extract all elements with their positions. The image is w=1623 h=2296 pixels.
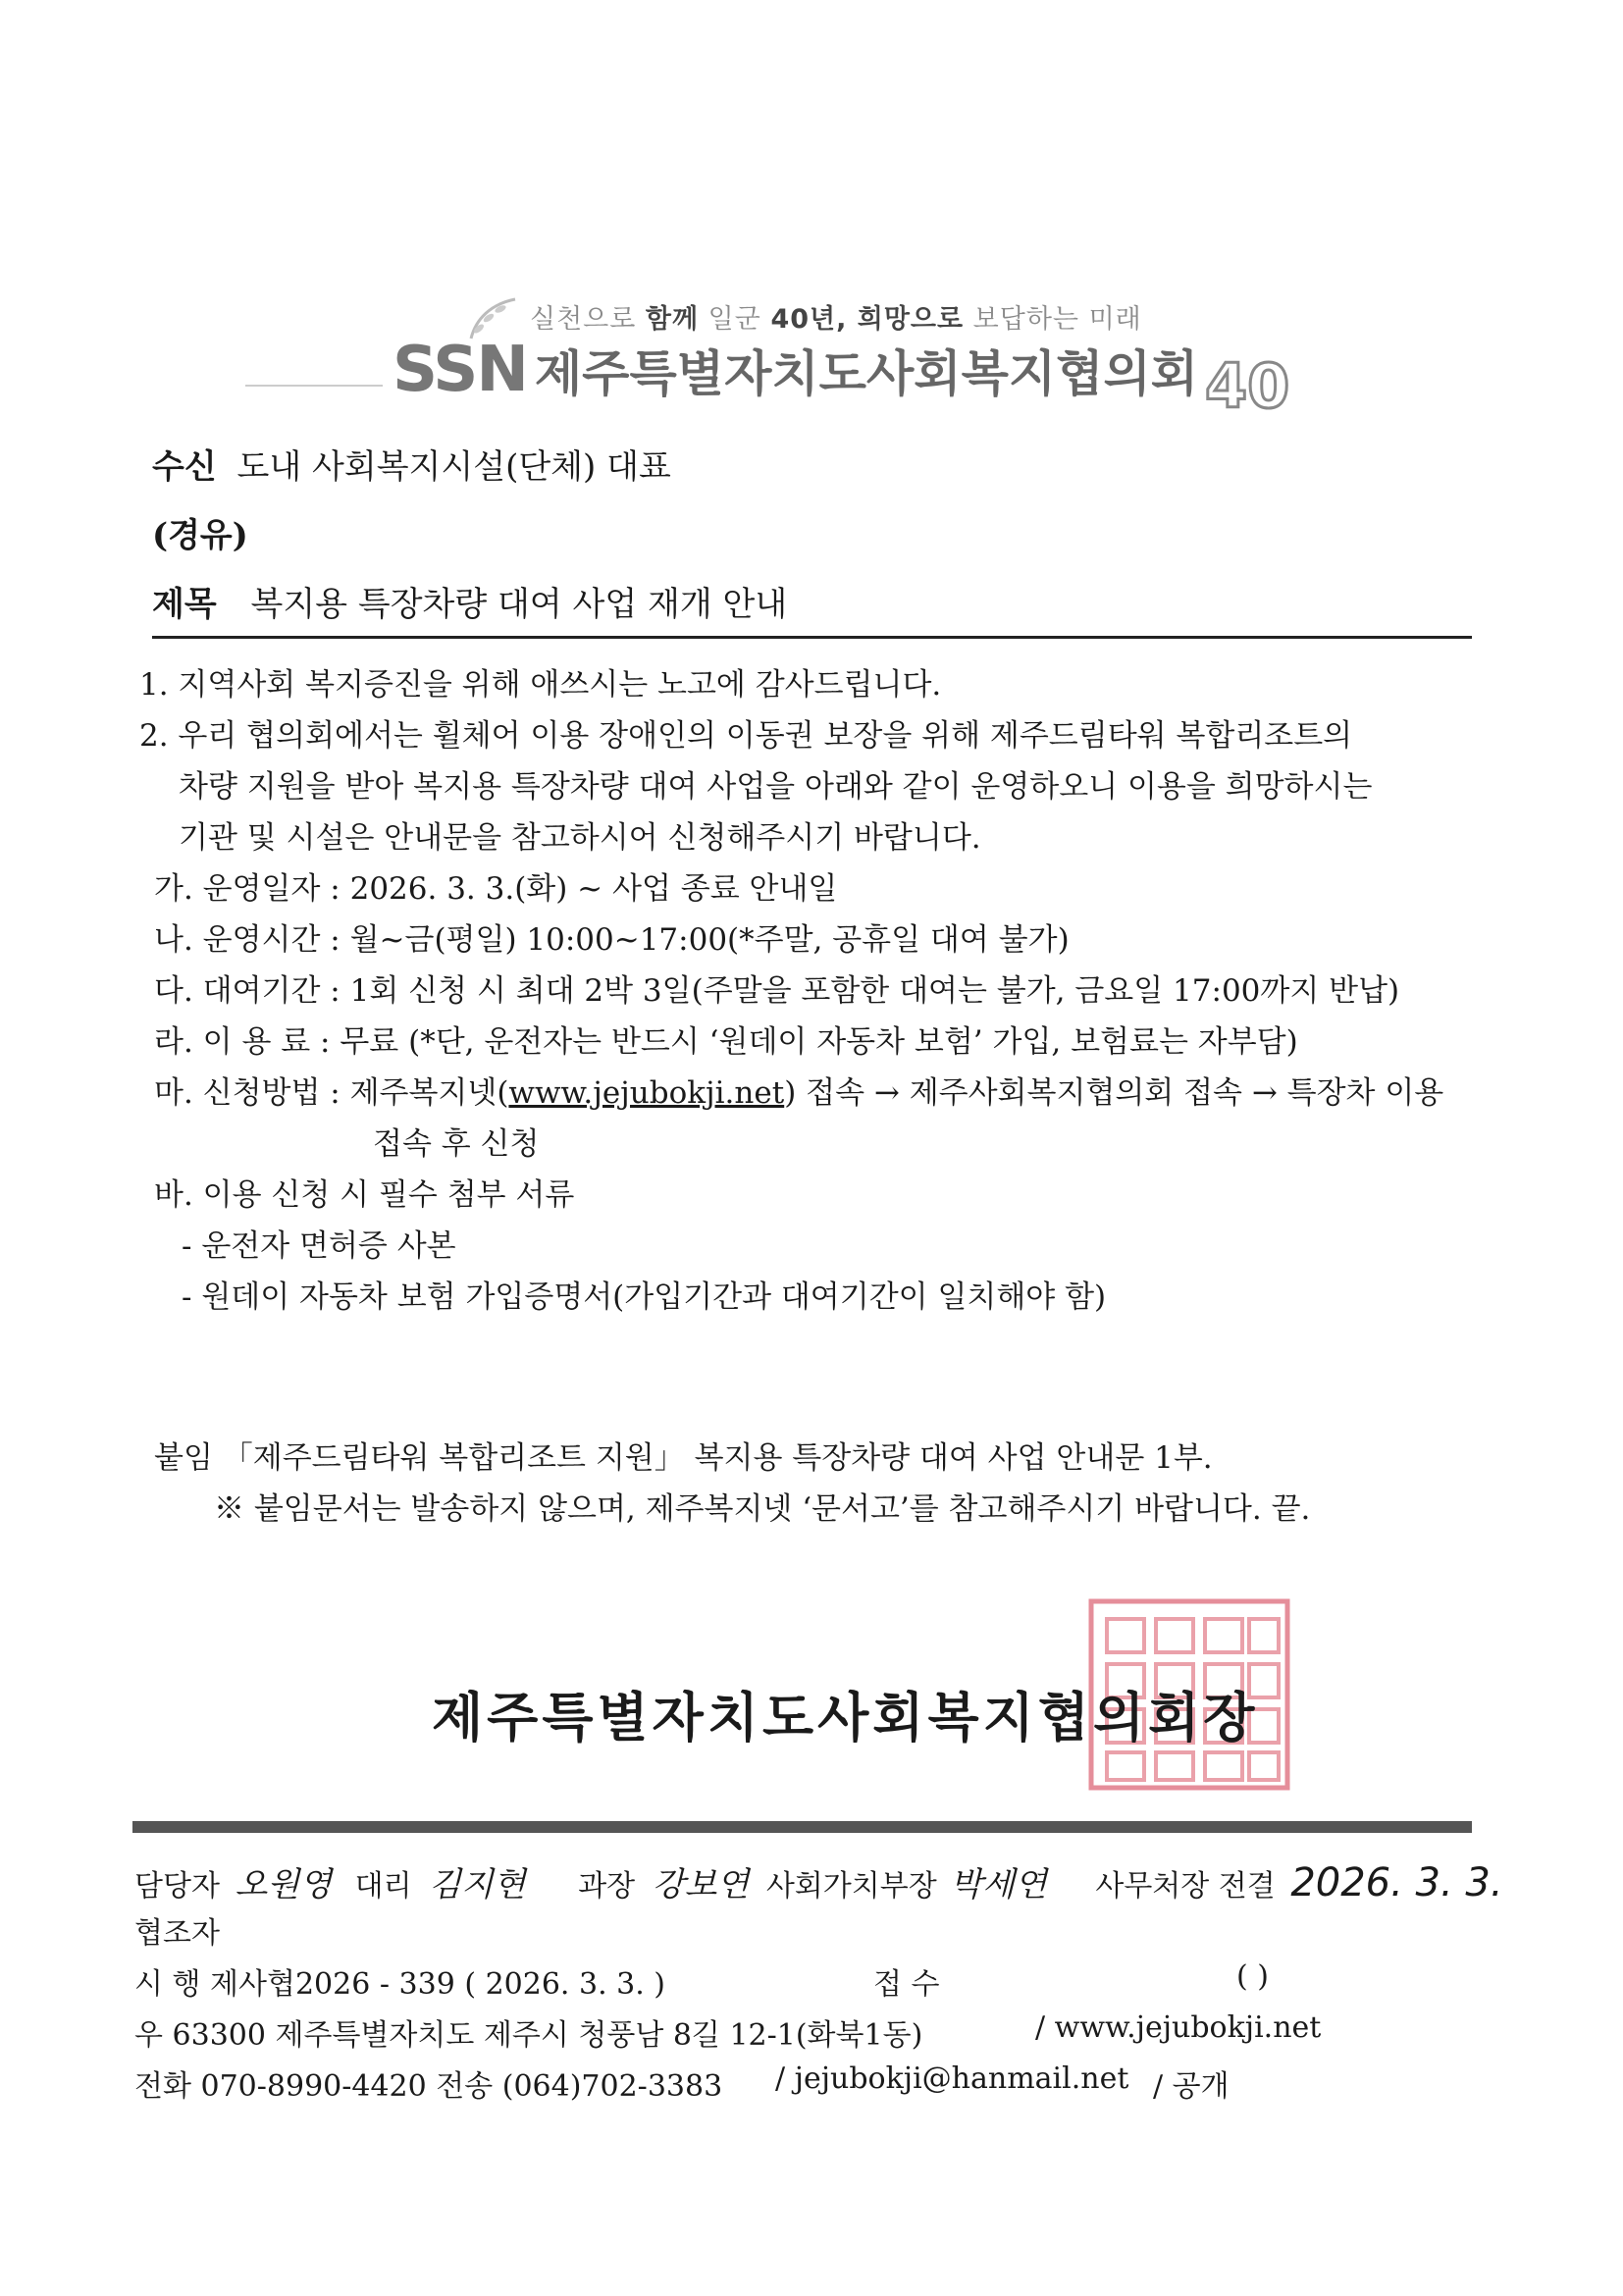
item-ba: 바. 이용 신청 시 필수 첨부 서류 xyxy=(154,1177,575,1213)
header-divider xyxy=(152,636,1472,639)
signatory-title: 제주특별자치도사회복지협의회장 xyxy=(432,1686,1259,1748)
letterhead-logo xyxy=(393,334,1296,419)
email: / jejubokji@hanmail.net xyxy=(775,2061,1129,2096)
cooperator-label: 협조자 xyxy=(134,1916,220,1951)
slogan: 실천으로 함께 일군 40년, 희망으로 보답하는 미래 xyxy=(530,304,1142,335)
dept-head-label: 사회가치부장 xyxy=(765,1869,937,1904)
item-ma-line2: 접속 후 신청 xyxy=(373,1126,540,1162)
item-ra: 라. 이 용 료 : 무료 (*단, 운전자는 반드시 ‘원데이 자동차 보험’ 가입, 보험료는 자부담) xyxy=(154,1024,1298,1060)
enforcement-number: 시 행 제사협2026 - 339 ( 2026. 3. 3. ) xyxy=(134,1967,666,2002)
via-label: (경유) xyxy=(152,516,248,555)
ssn-logo: SSN xyxy=(393,334,527,406)
recipient-line xyxy=(152,440,671,488)
secretary-general-signature: 2026. 3. 3. xyxy=(1290,1860,1503,1905)
jejubokji-link[interactable]: www.jejubokji.net xyxy=(508,1075,785,1111)
item-2-line1: 2. 우리 협의회에서는 휠체어 이용 장애인의 이동권 보장을 위해 제주드림타워 복합리조트의 xyxy=(139,718,1353,754)
org-name: 제주특별자치도사회복지협의회 xyxy=(534,345,1199,402)
address: 우 63300 제주특별자치도 제주시 청풍남 8길 12-1(화북1동) xyxy=(134,2018,923,2053)
disclosure: / 공개 xyxy=(1153,2069,1230,2104)
letterhead-rule xyxy=(245,385,383,387)
attachment-note: ※ 붙임문서는 발송하지 않으며, 제주복지넷 ‘문서고’를 참고해주시기 바랍니다. 끝. xyxy=(214,1491,1311,1527)
item-na: 나. 운영시간 : 월~금(평일) 10:00~17:00(*주말, 공휴일 대여 불가) xyxy=(154,922,1070,958)
item-1: 1. 지역사회 복지증진을 위해 애쓰시는 노고에 감사드립니다. xyxy=(139,667,942,703)
anniversary-40-emblem xyxy=(1203,350,1296,423)
item-ba-1: - 운전자 면허증 사본 xyxy=(182,1228,456,1264)
subject-value: 복지용 특장차량 대여 사업 재개 안내 xyxy=(250,585,788,624)
website: / www.jejubokji.net xyxy=(1035,2010,1322,2045)
via-line xyxy=(152,508,248,556)
item-ga: 가. 운영일자 : 2026. 3. 3.(화) ~ 사업 종료 안내일 xyxy=(154,871,838,907)
dept-head-signature: 박세연 xyxy=(950,1865,1047,1905)
handler-label: 담당자 xyxy=(134,1869,220,1904)
item-da: 다. 대여기간 : 1회 신청 시 최대 2박 3일(주말을 포함한 대여는 불가, 금요일 17:00까지 반납) xyxy=(154,973,1400,1009)
attachment: 붙임 「제주드림타워 복합리조트 지원」 복지용 특장차량 대여 사업 안내문 1부. xyxy=(154,1440,1213,1476)
deputy-signature: 김지현 xyxy=(429,1865,526,1905)
receipt-label: 접 수 xyxy=(873,1967,940,2002)
item-ma: 마. 신청방법 : 제주복지넷(www.jejubokji.net) 접속 → 제주사회복지협의회 접속 → 특장차 이용 xyxy=(154,1075,1444,1111)
recipient-label: 수신 xyxy=(152,447,217,487)
receipt-blank: ( ) xyxy=(1236,1959,1269,1994)
recipient-value: 도내 사회복지시설(단체) 대표 xyxy=(236,447,671,487)
deputy-label: 대리 xyxy=(354,1869,412,1904)
approval-row xyxy=(134,1857,1503,1905)
handler-signature: 오원영 xyxy=(235,1865,333,1905)
chief-signature: 강보연 xyxy=(652,1865,750,1905)
item-2-line2: 차량 지원을 받아 복지용 특장차량 대여 사업을 아래와 같이 운영하오니 이용을 희망하시는 xyxy=(179,769,1373,805)
secretary-general-label: 사무처장 전결 xyxy=(1095,1869,1276,1904)
item-2-line3: 기관 및 시설은 안내문을 참고하시어 신청해주시기 바랍니다. xyxy=(179,820,981,856)
item-ba-2: - 원데이 자동차 보험 가입증명서(가입기간과 대여기간이 일치해야 함) xyxy=(182,1279,1107,1315)
chief-label: 과장 xyxy=(578,1869,636,1904)
svg-text:40: 40 xyxy=(1205,349,1290,419)
subject-label: 제목 xyxy=(152,585,217,624)
footer-divider xyxy=(132,1821,1472,1833)
subject-line xyxy=(152,577,787,625)
phone-fax: 전화 070-8990-4420 전송 (064)702-3383 xyxy=(134,2069,723,2104)
